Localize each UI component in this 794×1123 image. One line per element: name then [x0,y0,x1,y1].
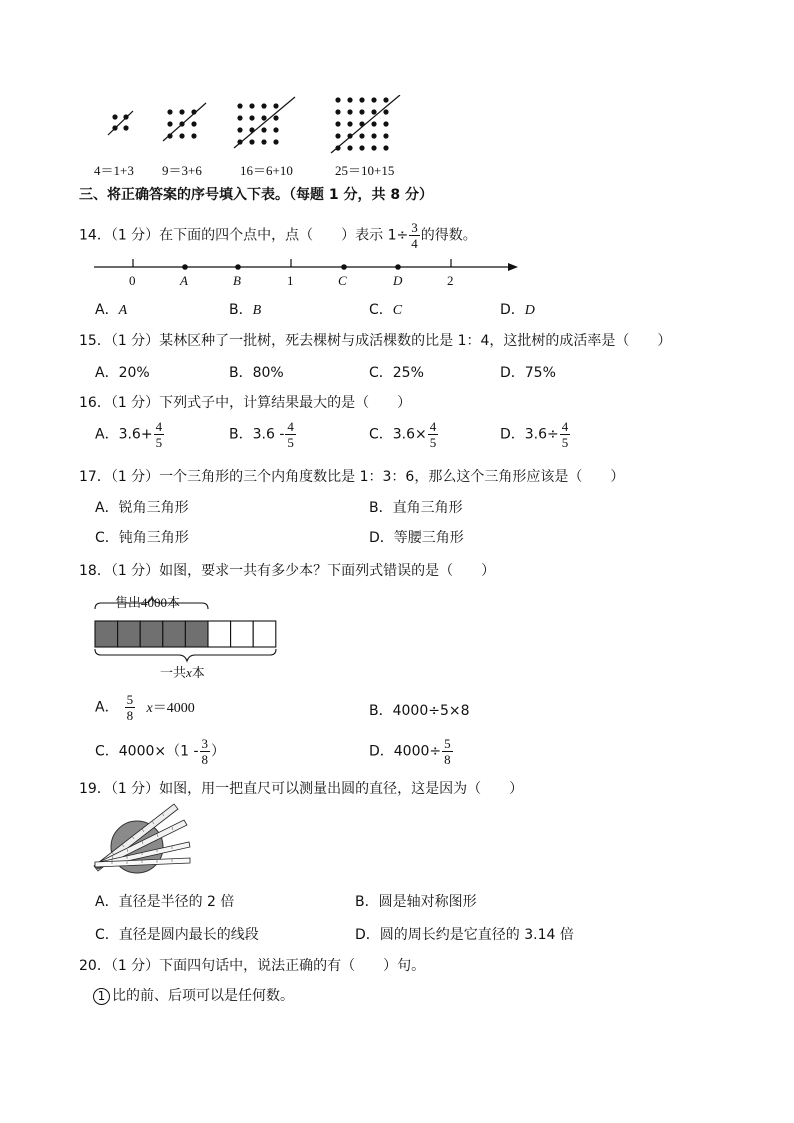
tick-label-2: 2 [447,273,454,288]
bar-model-top-label: 售出4000本 [115,595,181,610]
q15-option-b[interactable]: B．80% [229,365,284,381]
q18-option-b[interactable]: B．4000÷5×8 [369,703,470,719]
q16-option-b[interactable]: B．3.6 - $\frac{4}{5}$ [229,419,294,450]
caption-25: 25＝10+15 [335,163,395,178]
question-16: 16．（1 分）下列式子中，计算结果最大的是（ ） [79,395,412,411]
question-14-suffix: 的得数。 [420,227,477,244]
fraction-3-4: $\frac{3}{4}$ [411,220,418,251]
q15-option-c[interactable]: C．25% [369,365,424,381]
q19-option-b[interactable]: B．圆是轴对称图形 [355,894,477,910]
question-18: 18．（1 分）如图，要求一共有多少本？下面列式错误的是（ ） [79,563,496,579]
section-3-title: 三、将正确答案的序号填入下表。（每题 1 分，共 8 分） [79,187,433,203]
point-label-a: A [180,273,188,288]
caption-16: 16＝6+10 [240,163,293,178]
caption-4: 4＝1+3 [94,163,134,178]
question-19: 19．（1 分）如图，用一把直尺可以测量出圆的直径，这是因为（ ） [79,781,524,797]
q18-option-a[interactable]: A． $\frac{5}{8}$ x＝4000 [95,692,195,723]
q17-option-d[interactable]: D．等腰三角形 [369,530,464,546]
q15-option-d[interactable]: D．75% [500,365,556,381]
question-14 [79,221,477,250]
point-label-b: B [233,273,241,288]
question-15: 15．（1 分）某林区种了一批树，死去棵树与成活棵数的比是 1：4，这批树的成活率是（ ） [79,333,672,349]
tick-label-1: 1 [287,273,294,288]
q17-option-a[interactable]: A．锐角三角形 [95,500,189,516]
q20-statement-1: 1 比的前、后项可以是任何数。 [93,985,294,1005]
point-label-d: D [393,273,403,288]
bar-model-bottom-label: 一共x本 [160,665,205,680]
question-14-prefix: 14．（1 分）在下面的四个点中，点（ ）表示 1÷ [79,227,409,244]
caption-9: 9＝3+6 [162,163,202,178]
q16-option-c[interactable]: C．3.6× $\frac{4}{5}$ [369,419,437,450]
ruler-circle-figure [92,800,202,875]
q19-option-c[interactable]: C．直径是圆内最长的线段 [95,927,259,943]
tick-label-0: 0 [129,273,136,288]
number-line [92,256,522,292]
q18-option-c[interactable]: C．4000×（1 - $\frac{3}{8}$ ） [95,736,226,767]
question-17: 17．（1 分）一个三角形的三个内角度数比是 1：3：6，那么这个三角形应该是（ ） [79,469,625,485]
q16-option-d[interactable]: D．3.6÷ $\frac{4}{5}$ [500,419,569,450]
q14-option-d[interactable]: D．D [500,302,535,318]
question-20: 20．（1 分）下面四句话中，说法正确的有（ ）句。 [79,958,426,974]
q14-option-b[interactable]: B．B [229,302,262,318]
q19-option-d[interactable]: D．圆的周长约是它直径的 3.14 倍 [355,927,574,943]
q15-option-a[interactable]: A．20% [95,365,150,381]
q14-option-c[interactable]: C．C [369,302,403,318]
q18-option-d[interactable]: D．4000÷ $\frac{5}{8}$ [369,736,451,767]
q19-option-a[interactable]: A．直径是半径的 2 倍 [95,894,235,910]
circled-number-1: 1 [93,988,110,1005]
q17-option-c[interactable]: C．钝角三角形 [95,530,189,546]
q14-option-a[interactable]: A．A [95,302,128,318]
q17-option-b[interactable]: B．直角三角形 [369,500,463,516]
q16-option-a[interactable]: A．3.6+ $\frac{4}{5}$ [95,419,163,450]
point-label-c: C [338,273,347,288]
